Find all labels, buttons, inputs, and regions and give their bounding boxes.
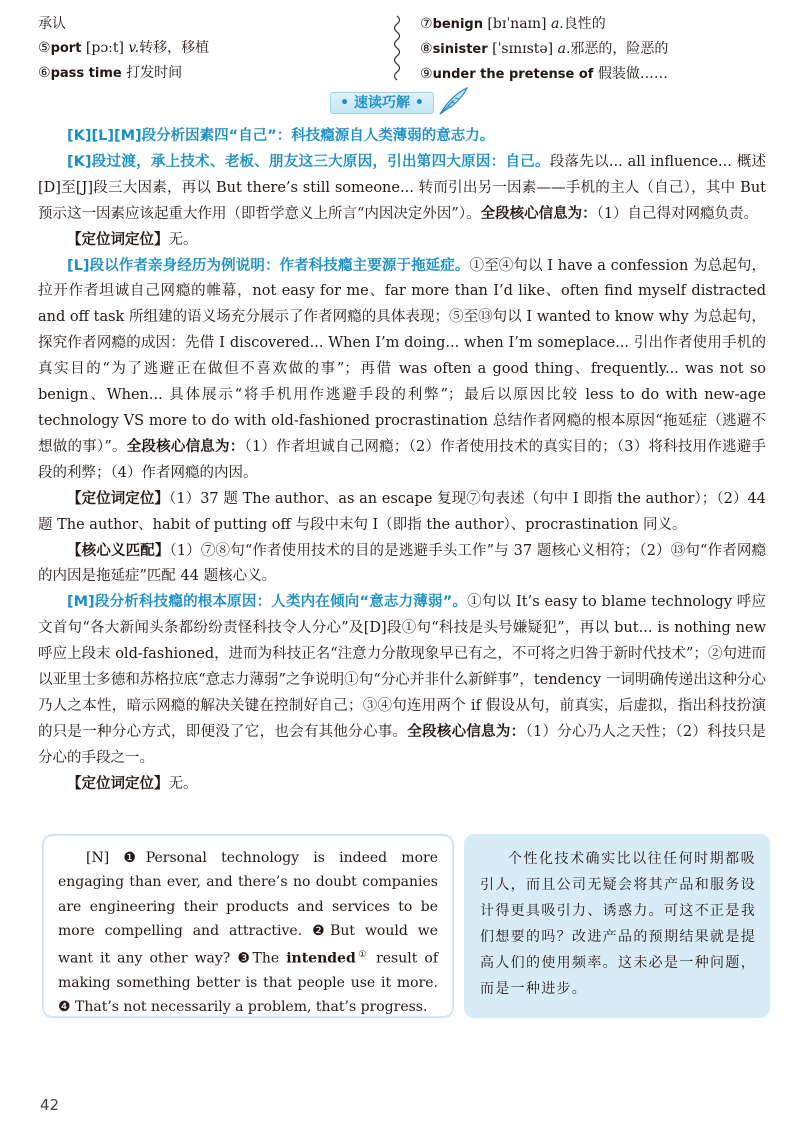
passage-paragraph-n: [N] ❶Personal technology is indeed more engaging than ever, and there’s no doubt companies are engineering their products and services to be more compelling and attractive. ❷But would we want it any other way? ❸The intended① result of making something better is that people use it more. ❹ That’s not necessarily a problem, that’s progress. [58,850,439,1016]
page-number: 42 [40,1096,60,1114]
analysis-title: [K][L][M]段分析因素四“自己”：科技瘾源自人类薄弱的意志力。 [67,128,495,144]
quill-pen-icon [436,86,470,116]
translation-text: 个性化技术确实比以往任何时期都吸引人，而且公司无疑会将其产品和服务设计得更具吸引力、诱惑力。可这不正是我们想要的吗？改进产品的预期结果就是提高人们的使用频率。这未必是一种问题，而是一种进步。 [480,851,756,997]
vocab-entry: ⑥pass time 打发时间 [38,65,183,81]
vocab-entry: ⑨under the pretense of 假装做…… [420,66,668,82]
vocab-highlight: intended [286,950,356,967]
locator-note: 【定位词定位】无。 [67,775,198,792]
core-meaning-note: 【核心义匹配】（1）⑦⑧句“作者使用技术的目的是逃避手头工作”与 37 题核心义相符；（2）⑬句“作者网瘾的内因是拖延症”匹配 44 题核心义。 [38,542,766,585]
paragraph-k-analysis: [K]段过渡，承上技术、老板、朋友这三大原因，引出第四大原因：自己。段落先以... all influence... 概述[D]至[J]段三大因素，再以 But there’s still someone... 转而引出另一因素——手机的主人（自己），其中 But 预示这一因素应该起重大作用（即哲学意义上所言“内因决定外因”）。全段核心信息为：（1）自己得对网瘾负责。 [38,153,766,222]
translation-box [464,834,770,1018]
vocab-entry: ⑦benign [bɪˈnaɪn] a.良性的 [420,16,606,32]
passage-box [42,834,454,1018]
vocab-column-left [38,12,378,86]
analysis-section [38,124,766,798]
wavy-divider-icon [390,14,404,82]
locator-note: 【定位词定位】（1）37 题 The author、as an escape 复现⑦句表述（句中 I 即指 the author）；（2）44 题 The author、habit of putting off 与段中末句 I（即指 the author）、procrastination 同义。 [38,490,766,533]
vocabulary-notes [38,12,770,84]
paragraph-m-analysis: [M]段分析科技瘾的根本原因：人类内在倾向“意志力薄弱”。①句以 It’s easy to blame technology 呼应文首句“各大新闻头条都纷纷责怪科技令人分心”及[D]段①句“科技是头号嫌疑犯”，再以 but... is nothing new 呼应上段末 old-fashioned，进而为科技正名“注意力分散现象早已有之，不可将之归咎于新时代技术”；②句进而以亚里士多德和苏格拉底“意志力薄弱”之争说明①句“分心并非什么新鲜事”，tendency 一词明确传递出这种分心乃人之本性，暗示网瘾的解决关键在控制好自己；③④句连用两个 if 假设从句，前真实，后虚拟，指出科技扮演的只是一种分心方式，即便没了它，也会有其他分心事。全段核心信息为：（1）分心乃人之天性；（2）科技只是分心的手段之一。 [38,594,767,766]
banner-label: • 速读巧解 • [330,92,434,114]
vocab-column-right [420,12,800,87]
vocab-entry: 承认 [38,16,66,32]
vocab-entry: ⑧sinister [ˈsɪnɪstə] a.邪恶的，险恶的 [420,41,669,57]
locator-note: 【定位词定位】无。 [67,231,198,248]
section-banner [330,90,480,116]
vocab-entry: ⑤port [pɔːt] v.转移，移植 [38,40,210,56]
paragraph-l-analysis: [L]段以作者亲身经历为例说明：作者科技瘾主要源于拖延症。①至④句以 I have a confession 为总起句，拉开作者坦诚自己网瘾的帷幕，not easy for me、far more than I’d like、often find myself distracted and off task 所组建的语义场充分展示了作者网瘾的具体表现；⑤至⑬句以 I wanted to know why 为总起句，探究作者网瘾的成因：先借 I discovered... When I’m doing... when I’m someplace... 引出作者使用手机的真实目的“为了逃避正在做但不喜欢做的事”；再借 was often a good thing、frequently... was not so benign、When... 具体展示“将手机用作逃避手段的利弊”；最后以原因比较 less to do with new-age technology VS more to do with old-fashioned procrastination 总结作者网瘾的根本原因“拖延症（逃避不想做的事）”。全段核心信息为：（1）作者坦诚自己网瘾；（2）作者使用技术的真实目的；（3）将科技用作逃避手段的利弊；（4）作者网瘾的内因。 [38,257,766,481]
